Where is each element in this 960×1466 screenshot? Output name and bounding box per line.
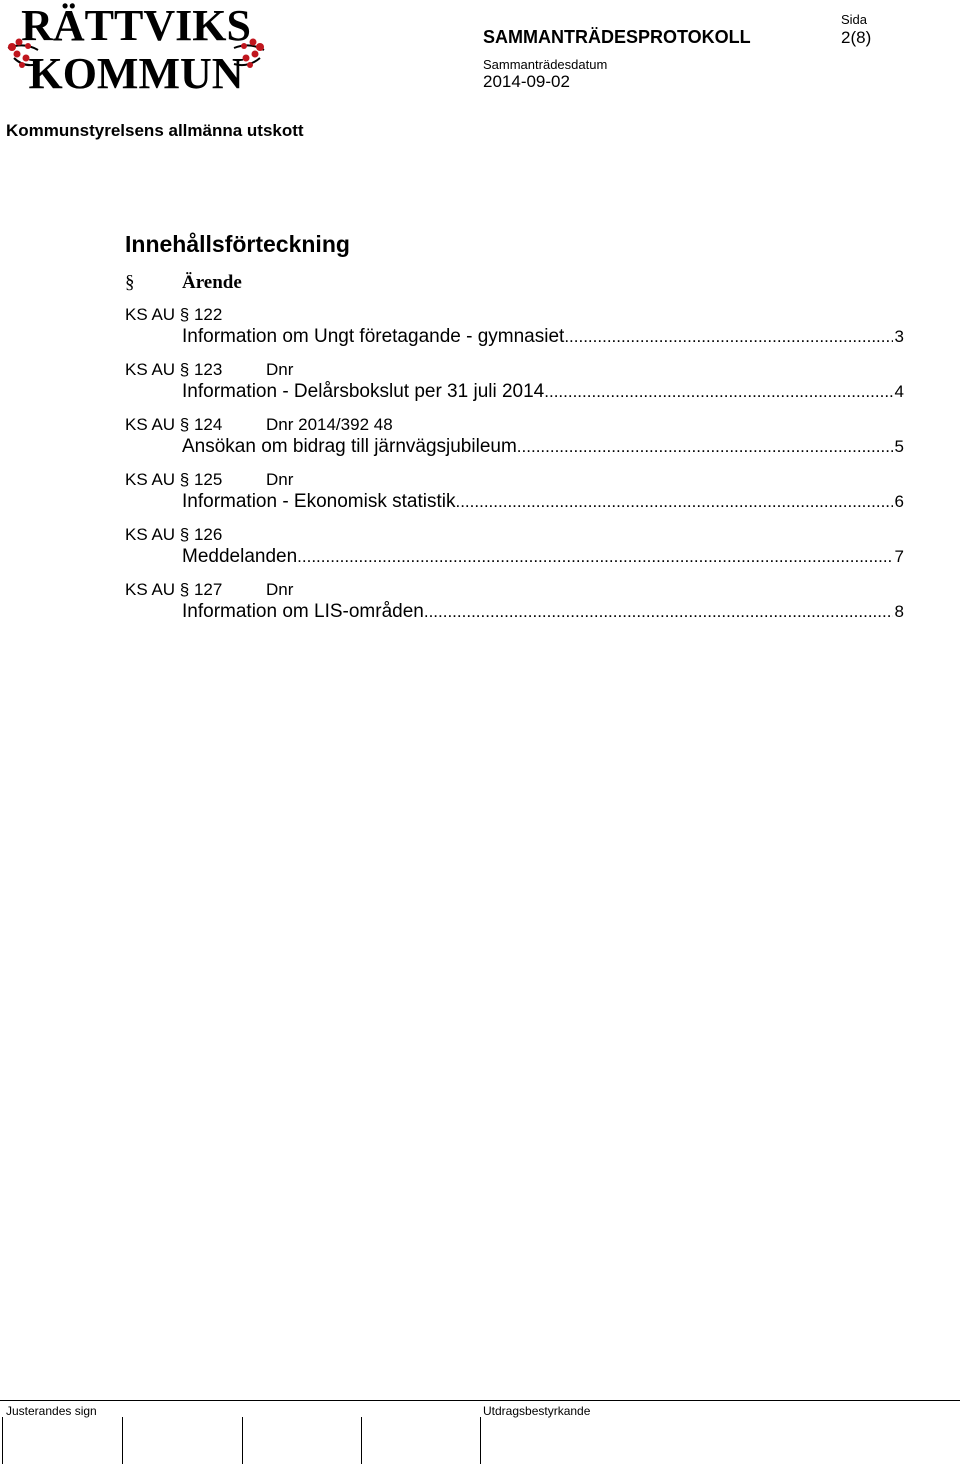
toc-entry-dnr: Dnr 2014/392 48 <box>266 415 393 434</box>
toc-entry-link[interactable] <box>182 326 904 348</box>
toc-entry-paragraph: KS AU § 126 <box>125 525 223 544</box>
toc-entry-link[interactable] <box>182 436 904 458</box>
footer-signature-label: Justerandes sign <box>6 1404 97 1418</box>
signature-box-divider <box>122 1417 123 1464</box>
toc-entry-header <box>125 580 293 600</box>
toc-entry-paragraph: KS AU § 123 <box>125 360 223 379</box>
logo-text-rattviks: RÄTTVIKS <box>21 1 251 50</box>
toc-entry-link[interactable] <box>182 491 904 513</box>
toc-entry-title: Information - Ekonomisk statistik <box>182 491 456 512</box>
toc-entry-header <box>125 305 266 325</box>
toc-leader-dots <box>544 381 892 403</box>
toc-entry-header <box>125 525 266 545</box>
toc-entry-title: Information - Delårsbokslut per 31 juli 2014 <box>182 381 545 402</box>
toc-entry-link[interactable] <box>182 381 904 403</box>
signature-box-divider <box>361 1417 362 1464</box>
toc-entry-paragraph: KS AU § 125 <box>125 470 223 489</box>
toc-leader-dots <box>455 491 892 513</box>
logo-text-kommun: KOMMUN <box>28 49 244 98</box>
meeting-date: 2014-09-02 <box>483 72 570 91</box>
toc-leader-dots <box>424 601 893 623</box>
municipality-logo <box>4 2 268 100</box>
committee-name: Kommunstyrelsens allmänna utskott <box>6 121 304 140</box>
signature-box-divider <box>2 1417 3 1464</box>
toc-entry-title: Ansökan om bidrag till järnvägsjubileum <box>182 436 517 457</box>
toc-entry-link[interactable] <box>182 601 904 623</box>
toc-entry-dnr: Dnr <box>266 470 294 489</box>
signature-box-divider <box>480 1417 481 1464</box>
toc-entry-page: 5 <box>894 437 904 456</box>
toc-entry-paragraph: KS AU § 124 <box>125 415 223 434</box>
toc-entry-header <box>125 360 293 380</box>
toc-entry-paragraph: KS AU § 122 <box>125 305 223 324</box>
toc-entry-page: 8 <box>894 602 904 621</box>
toc-leader-dots <box>517 436 893 458</box>
toc-entry-header <box>125 470 293 490</box>
toc-column-paragraph: § <box>125 272 135 293</box>
toc-entry-header <box>125 415 393 435</box>
document-type: SAMMANTRÄDESPROTOKOLL <box>483 27 751 47</box>
toc-entry-title: Information om LIS-områden <box>182 601 424 622</box>
page-number: 2(8) <box>841 28 872 47</box>
footer-divider <box>0 1400 960 1401</box>
toc-leader-dots <box>564 326 892 348</box>
toc-entry-paragraph: KS AU § 127 <box>125 580 223 599</box>
toc-leader-dots <box>297 546 892 568</box>
toc-entry-page: 6 <box>894 492 904 511</box>
meeting-date-label: Sammanträdesdatum <box>483 57 608 72</box>
toc-entry-dnr: Dnr <box>266 360 294 379</box>
toc-column-arende: Ärende <box>182 272 242 293</box>
toc-title: Innehållsförteckning <box>125 231 350 257</box>
toc-entry-page: 3 <box>894 327 904 346</box>
toc-entry-dnr: Dnr <box>266 580 294 599</box>
toc-entry-link[interactable] <box>182 546 904 568</box>
signature-box-divider <box>242 1417 243 1464</box>
toc-entry-title: Information om Ungt företagande - gymnasiet <box>182 326 565 347</box>
footer-certification-label: Utdragsbestyrkande <box>483 1404 591 1418</box>
toc-entry-title: Meddelanden <box>182 546 298 567</box>
page-label: Sida <box>841 12 868 27</box>
toc-entry-page: 7 <box>894 547 904 566</box>
toc-entry-page: 4 <box>894 382 904 401</box>
